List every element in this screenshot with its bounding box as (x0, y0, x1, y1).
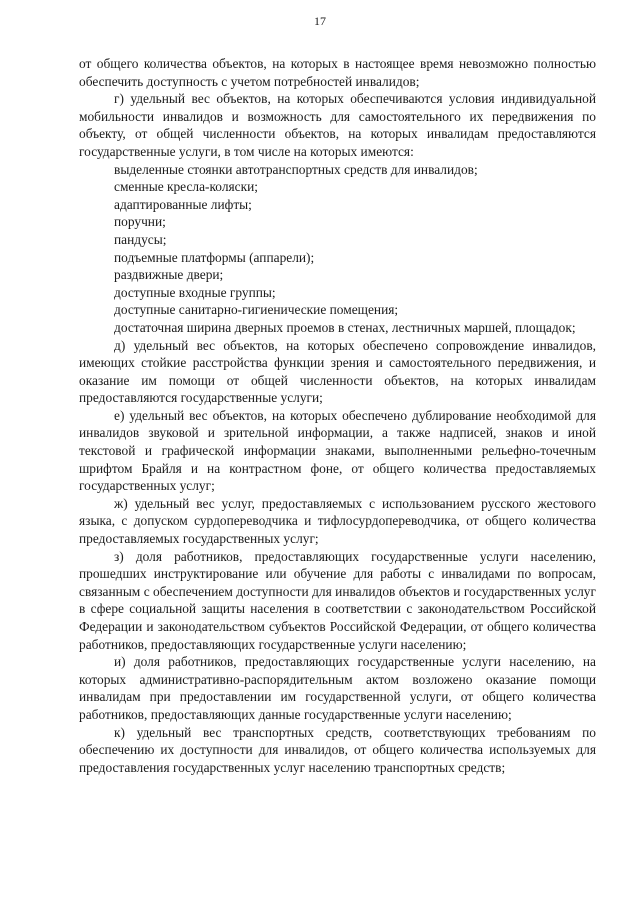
list-item-entrance-groups: доступные входные группы; (114, 284, 276, 300)
list-item-wheelchairs: сменные кресла-коляски; (114, 179, 259, 195)
list-item-lifts: адаптированные лифты; (114, 196, 252, 212)
list-item-doorway-width: достаточная ширина дверных проемов в стенах, лестничных маршей, площадок; (114, 319, 576, 335)
document-body (79, 55, 596, 776)
list-item-platforms: подъемные платформы (аппарели); (114, 249, 315, 265)
paragraph-intro: от общего количества объектов, на которых в настоящее время невозможно полностью обеспечить доступность с учетом потребностей инвалидов; (79, 56, 596, 89)
paragraph-e: е) удельный вес объектов, на которых обеспечено дублирование необходимой для инвалидов звуковой и зрительной информации, а также надписей, знаков и иной текстовой и графической информации знаками, выполненными рельефно-точечным шрифтом Брайля и на контрастном фоне, от общего количества предоставляемых государственных услуг; (79, 407, 596, 494)
list-item-sliding-doors: раздвижные двери; (114, 267, 224, 283)
paragraph-i: и) доля работников, предоставляющих государственные услуги населению, на которых административно-распорядительным актом возложено оказание помощи инвалидам при предоставлении им государственной услуги, от общего количества работников, предоставляющих данные государственные услуги населению; (79, 654, 596, 722)
paragraph-d: д) удельный вес объектов, на которых обеспечено сопровождение инвалидов, имеющих стойкие расстройства функции зрения и самостоятельного передвижения, и оказание им помощи от общей численности объектов, на которых инвалидам предоставляются государственные услуги; (79, 337, 596, 406)
list-item-handrails: поручни; (114, 214, 166, 230)
paragraph-zh: ж) удельный вес услуг, предоставляемых с использованием русского жестового языка, с допуском сурдопереводчика и тифлосурдопереводчика, от общего количества предоставляемых государственных услуг; (79, 495, 596, 547)
list-item-ramps: пандусы; (114, 231, 167, 247)
paragraph-z: з) доля работников, предоставляющих государственные услуги населению, прошедших инструктирование или обучение для работы с инвалидами по вопросам, связанным с обеспечением доступности для инвалидов объектов и государственных услуг в сфере социальной защиты населения в соответствии с законодательством Российской Федерации и законодательством субъектов Российской Федерации, от общего количества работников, предоставляющих государственные услуги населению; (79, 548, 596, 652)
paragraph-g: г) удельный вес объектов, на которых обеспечиваются условия индивидуальной мобильности инвалидов и возможность для самостоятельного их передвижения по объекту, от общей численности объектов, на которых инвалидам предоставляются государственные услуги, в том числе на которых имеются: (79, 91, 596, 159)
paragraph-k: к) удельный вес транспортных средств, соответствующих требованиям по обеспечению их доступности для инвалидов, от общего количества используемых для предоставления государственных услуг населению транспортных средств; (79, 724, 596, 775)
list-item-sanitary-rooms: доступные санитарно-гигиенические помещения; (114, 302, 399, 318)
page-number: 17 (314, 14, 326, 28)
list-item-parking: выделенные стоянки автотранспортных средств для инвалидов; (114, 161, 478, 177)
